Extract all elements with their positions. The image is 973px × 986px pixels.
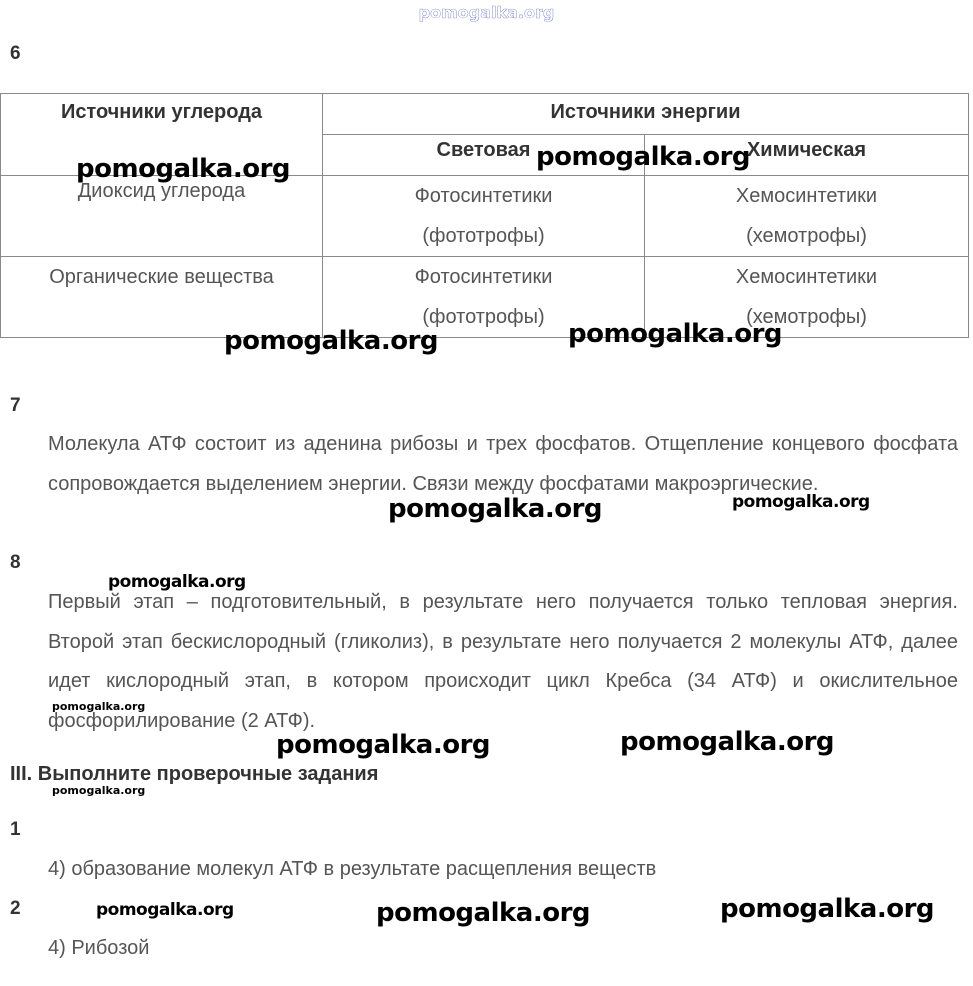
cell-line: (хемотрофы): [746, 306, 867, 328]
section-7-number: 7: [10, 395, 21, 416]
watermark: pomogalka.org: [620, 727, 835, 757]
cell-line: (хемотрофы): [746, 225, 867, 247]
question-1-number: 1: [10, 819, 21, 840]
watermark: pomogalka.org: [108, 572, 246, 592]
question-2-number: 2: [10, 898, 21, 919]
light-energy-cell: [323, 176, 645, 257]
watermark: pomogalka.org: [388, 494, 603, 524]
site-link[interactable]: pomogalka.org: [418, 3, 555, 22]
chemical-energy-cell: [645, 176, 969, 257]
watermark: pomogalka.org: [224, 326, 439, 356]
watermark: pomogalka.org: [276, 730, 491, 760]
header-energy-sources: Источники энергии: [323, 94, 969, 135]
section-8-text: Первый этап – подготовительный, в результате него получается только тепловая энергия. Второй этап бескислородный (гликолиз), в результате него получается 2 молекулы АТФ, далее идет кислородный этап, в котором происходит цикл Кребса (34 АТФ) и окислительное фосфорилирование (2 АТФ).: [48, 591, 958, 732]
energy-carbon-table: [0, 93, 969, 338]
watermark: pomogalka.org: [76, 154, 291, 184]
header-carbon-sources: Источники углерода: [1, 94, 323, 176]
carbon-source-cell: Органические вещества: [1, 257, 323, 338]
cell-line: (фототрофы): [422, 306, 545, 328]
section-7-text: Молекула АТФ состоит из аденина рибозы и трех фосфатов. Отщепление концевого фосфата сопровождается выделением энергии. Связи между фосфатами макроэргические.: [48, 433, 958, 495]
watermark: pomogalka.org: [52, 700, 146, 713]
carbon-source-cell: Диоксид углерода: [1, 176, 323, 257]
cell-line: (фототрофы): [422, 225, 545, 247]
watermark: pomogalka.org: [536, 142, 751, 172]
table-row: [1, 176, 969, 257]
watermark: pomogalka.org: [376, 898, 591, 928]
watermark: pomogalka.org: [720, 894, 935, 924]
cell-line: Фотосинтетики: [414, 266, 553, 288]
section-8-number: 8: [10, 552, 21, 573]
question-2-answer: 4) Рибозой: [48, 937, 150, 959]
part-3-heading: III. Выполните проверочные задания: [10, 763, 379, 785]
header-light: Световая: [323, 135, 645, 176]
question-1-answer: 4) образование молекул АТФ в результате расщепления веществ: [48, 858, 657, 880]
watermark: pomogalka.org: [568, 319, 783, 349]
section-6-number: 6: [10, 43, 21, 64]
watermark: pomogalka.org: [732, 492, 870, 512]
cell-line: Хемосинтетики: [735, 185, 878, 207]
watermark: pomogalka.org: [52, 784, 146, 797]
header-chemical: Химическая: [645, 135, 969, 176]
cell-line: Фотосинтетики: [414, 185, 553, 207]
watermark: pomogalka.org: [96, 900, 234, 920]
cell-line: Хемосинтетики: [735, 266, 878, 288]
table-row: [1, 257, 969, 338]
